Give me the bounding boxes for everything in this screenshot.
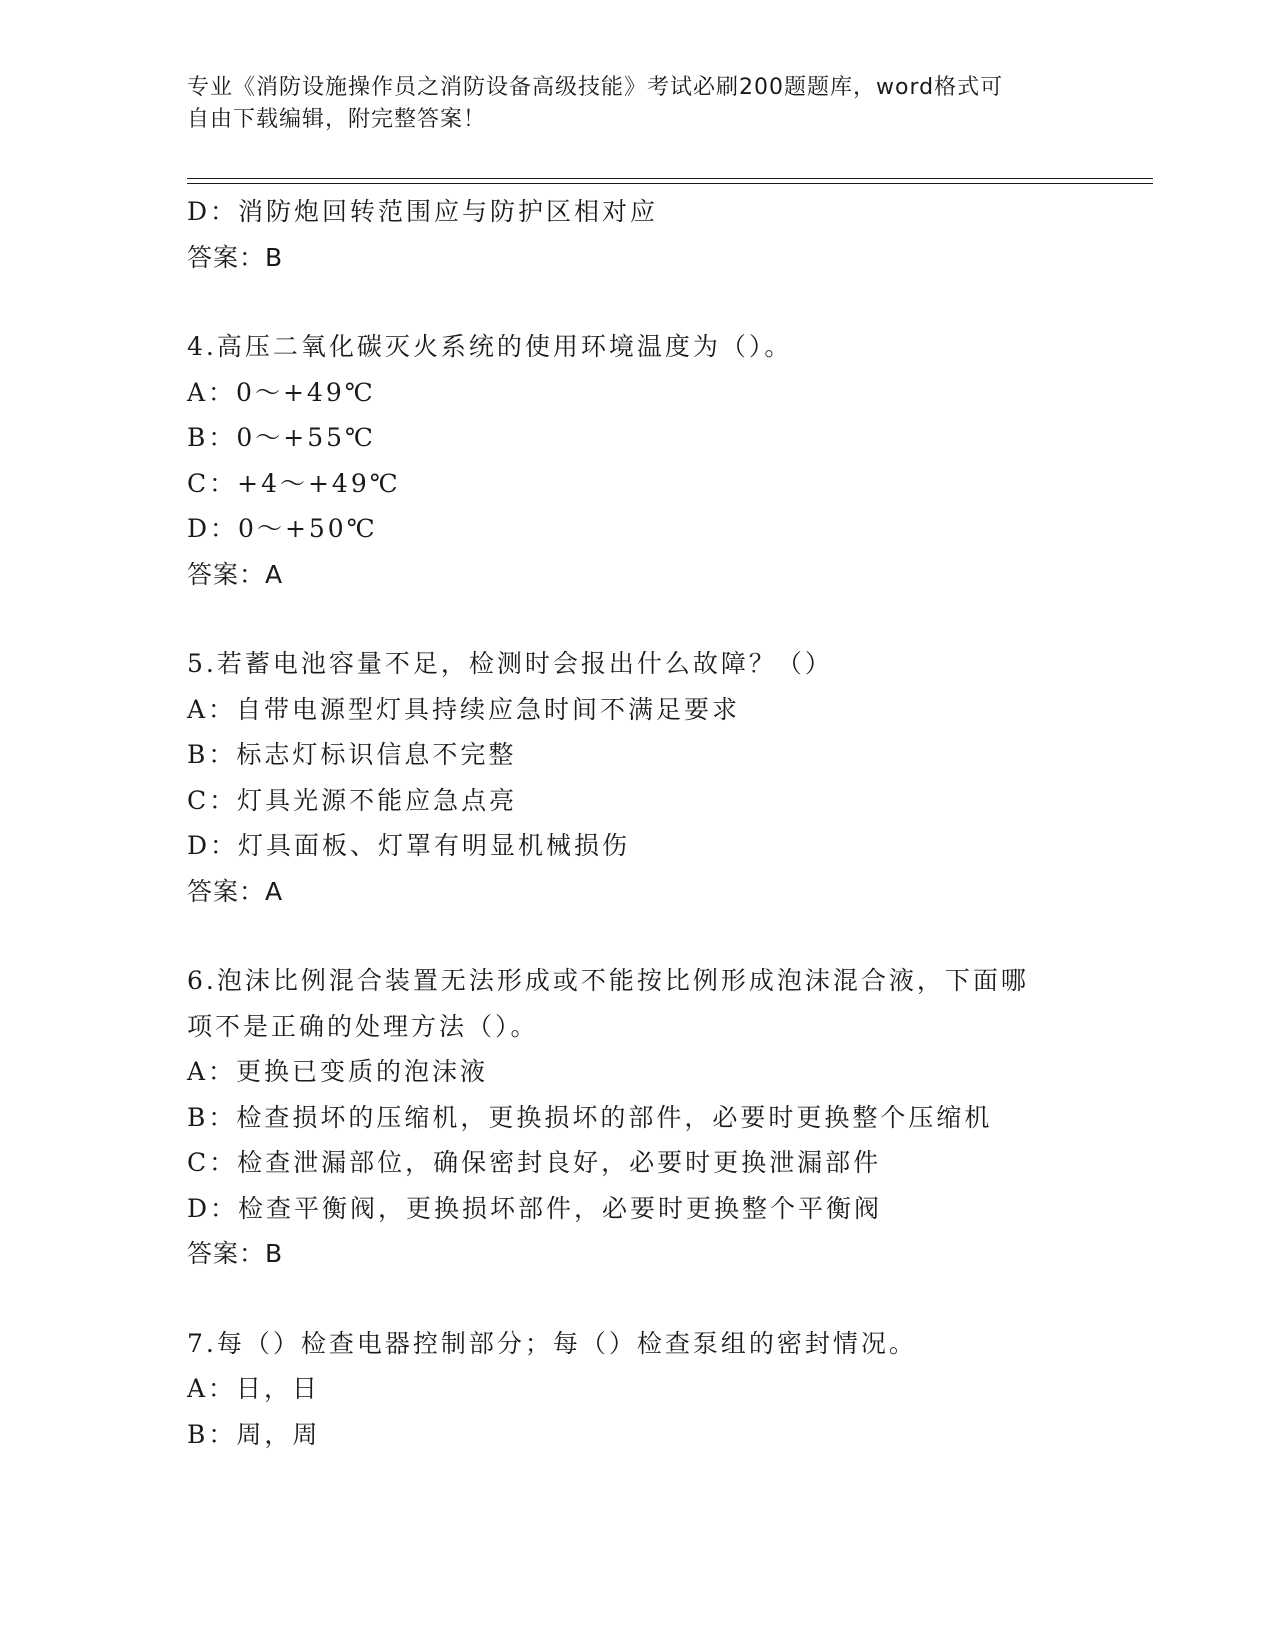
option-a: A：0～+49℃ (187, 377, 376, 407)
header-title-line-1: 专业《消防设施操作员之消防设备高级技能》考试必刷200题题库，word格式可 (187, 75, 1004, 100)
question-text-line-2: 项不是正确的处理方法（）。 (187, 1011, 539, 1041)
prev-question-option-d: D：消防炮回转范围应与防护区相对应 (187, 197, 659, 226)
option-d: D：灯具面板、灯罩有明显机械损伤 (187, 831, 631, 860)
option-a: A：自带电源型灯具持续应急时间不满足要求 (187, 694, 741, 724)
option-b: B：标志灯标识信息不完整 (187, 740, 517, 769)
question-7 (187, 1321, 1147, 1458)
option-b: B：检查损坏的压缩机，更换损坏的部件，必要时更换整个压缩机 (187, 1102, 993, 1132)
option-b: B：周，周 (187, 1419, 321, 1449)
document-header (187, 72, 1087, 136)
question-text: 7.每（）检查电器控制部分；每（）检查泵组的密封情况。 (187, 1328, 917, 1358)
header-divider-top (187, 178, 1153, 179)
question-6 (187, 958, 1147, 1277)
question-4 (187, 324, 1147, 597)
option-d: D：检查平衡阀，更换损坏部件，必要时更换整个平衡阀 (187, 1193, 883, 1223)
option-b: B：0～+55℃ (187, 423, 377, 452)
question-5 (187, 641, 1147, 914)
option-c: C：+4～+49℃ (187, 468, 401, 498)
header-divider-bottom (187, 183, 1153, 184)
answer: 答案：B (187, 1239, 284, 1268)
question-list (187, 189, 1147, 1457)
answer: 答案：A (187, 559, 284, 589)
option-d: D：0～+50℃ (187, 514, 378, 543)
header-title-line-2: 自由下载编辑，附完整答案！ (187, 107, 487, 132)
option-c: C：灯具光源不能应急点亮 (187, 785, 518, 815)
option-a: A：日，日 (187, 1374, 321, 1403)
question-text: 5.若蓄电池容量不足，检测时会报出什么故障？（） (187, 649, 833, 678)
option-a: A：更换已变质的泡沫液 (187, 1057, 489, 1086)
spacer (187, 914, 1147, 958)
spacer (187, 1277, 1147, 1321)
spacer (187, 597, 1147, 641)
prev-question-answer: 答案：B (187, 242, 284, 272)
question-text: 4.高压二氧化碳灭火系统的使用环境温度为（）。 (187, 332, 793, 361)
option-c: C：检查泄漏部位，确保密封良好，必要时更换泄漏部件 (187, 1148, 882, 1177)
spacer (187, 280, 1147, 324)
answer: 答案：A (187, 876, 284, 906)
question-text-line-1: 6.泡沫比例混合装置无法形成或不能按比例形成泡沫混合液，下面哪 (187, 966, 1029, 995)
